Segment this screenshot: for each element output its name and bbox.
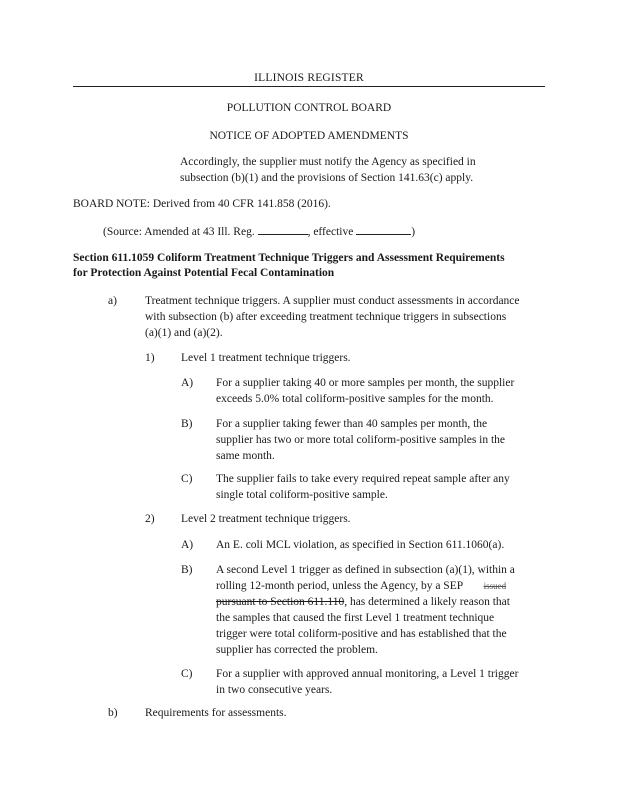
a2-B-line-3-text: , has determined a likely reason that <box>344 596 510 608</box>
a2-B-line-3 <box>216 595 510 610</box>
a1-A-label: A) <box>181 377 194 389</box>
a1-B-line-3: same month. <box>216 450 275 462</box>
a2-B-line-2 <box>216 579 506 594</box>
subsection-a1-label: 1) <box>145 352 155 364</box>
a1-C-line-1: The supplier fails to take every required repeat sample after any <box>216 473 510 485</box>
a2-B-line-1: A second Level 1 trigger as defined in subsection (a)(1), within a <box>216 564 515 576</box>
subsection-a-label: a) <box>108 295 117 307</box>
a1-C-line-2: single total coliform-positive sample. <box>216 489 388 501</box>
a2-B-line-4: the samples that caused the first Level 1 treatment technique <box>216 612 495 624</box>
intro-line-1: Accordingly, the supplier must notify the Agency as specified in <box>180 156 476 168</box>
a2-A-line-1: An E. coli MCL violation, as specified in Section 611.1060(a). <box>216 539 505 551</box>
a2-B-line-2-text: rolling 12-month period, unless the Agency, by a SEP <box>216 580 463 592</box>
section-heading-line-2: for Protection Against Potential Fecal Contamination <box>73 267 335 279</box>
source-blank-2 <box>356 224 411 235</box>
intro-line-2: subsection (b)(1) and the provisions of Section 141.63(c) apply. <box>180 172 474 184</box>
source-note <box>103 224 415 240</box>
a2-B-deleted-word: issued <box>483 581 507 591</box>
source-blank-1 <box>258 224 308 235</box>
source-prefix: (Source: Amended at 43 Ill. Reg. <box>103 226 255 238</box>
subsection-b-text: Requirements for assessments. <box>145 707 287 719</box>
board-note: BOARD NOTE: Derived from 40 CFR 141.858 (2016). <box>73 198 331 210</box>
a2-A-label: A) <box>181 539 194 551</box>
a2-C-line-2: in two consecutive years. <box>216 684 333 696</box>
source-middle: , effective <box>307 226 354 238</box>
a2-C-line-1: For a supplier with approved annual monitoring, a Level 1 trigger <box>216 668 519 680</box>
subsection-a2-text: Level 2 treatment technique triggers. <box>181 513 351 525</box>
a2-C-label: C) <box>181 668 193 680</box>
a2-B-line-5: trigger were total coliform-positive and has established that the <box>216 628 507 640</box>
subsection-a-line-3: (a)(1) and (a)(2). <box>145 327 223 339</box>
subsection-a2-label: 2) <box>145 513 155 525</box>
source-suffix: ) <box>411 226 416 238</box>
a1-C-label: C) <box>181 473 193 485</box>
a2-B-label: B) <box>181 564 193 576</box>
subsection-a-line-2: with subsection (b) after exceeding treatment technique triggers in subsections <box>145 311 507 323</box>
a1-B-label: B) <box>181 418 193 430</box>
a1-B-line-1: For a supplier taking fewer than 40 samples per month, the <box>216 418 488 430</box>
header-rule <box>73 86 545 87</box>
a1-A-line-1: For a supplier taking 40 or more samples per month, the supplier <box>216 377 515 389</box>
a2-B-line-6: supplier has corrected the problem. <box>216 644 378 656</box>
a1-A-line-2: exceeds 5.0% total coliform-positive samples for the month. <box>216 393 494 405</box>
subsection-a1-text: Level 1 treatment technique triggers. <box>181 352 351 364</box>
subsection-a-line-1: Treatment technique triggers. A supplier must conduct assessments in accordance <box>145 295 520 307</box>
section-heading-line-1: Section 611.1059 Coliform Treatment Technique Triggers and Assessment Requirements <box>73 252 505 264</box>
board-title: POLLUTION CONTROL BOARD <box>226 102 392 114</box>
register-title: ILLINOIS REGISTER <box>254 72 364 84</box>
notice-title: NOTICE OF ADOPTED AMENDMENTS <box>209 130 409 142</box>
subsection-b-label: b) <box>108 707 118 719</box>
a1-B-line-2: supplier has two or more total coliform-positive samples in the <box>216 434 506 446</box>
a2-B-deleted-phrase: pursuant to Section 611.110 <box>216 596 345 608</box>
